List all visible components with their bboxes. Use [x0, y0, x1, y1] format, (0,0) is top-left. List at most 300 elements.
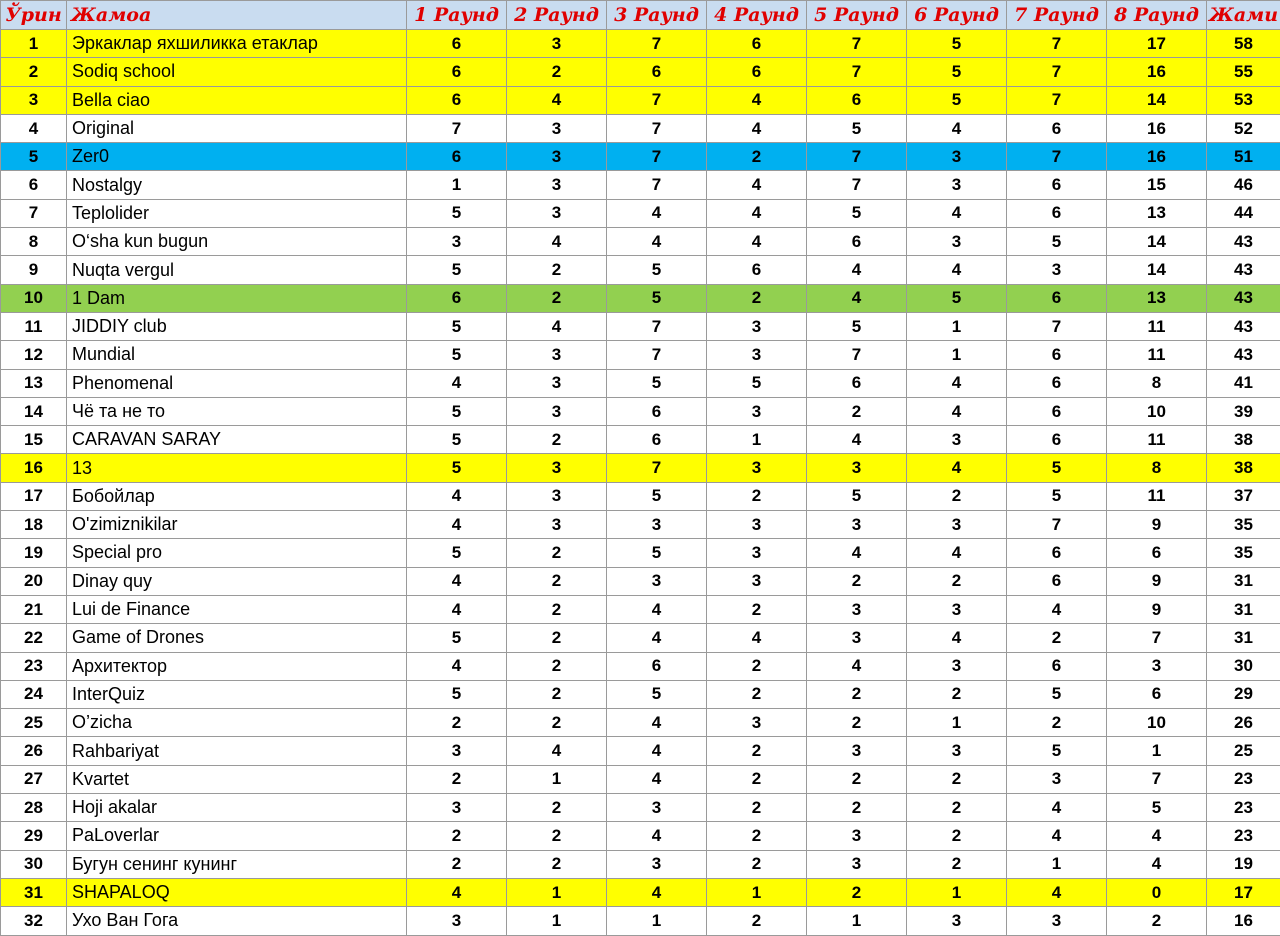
round-8-score-cell: 10	[1107, 397, 1207, 425]
team-name-cell: O'zimiznikilar	[67, 511, 407, 539]
round-8-score-cell: 13	[1107, 284, 1207, 312]
round-3-score-cell: 7	[607, 312, 707, 340]
round-7-score-cell: 7	[1007, 30, 1107, 58]
table-row	[1, 511, 1280, 539]
round-3-score-cell: 5	[607, 369, 707, 397]
round-5-score-cell: 2	[807, 567, 907, 595]
round-8-score-cell: 3	[1107, 652, 1207, 680]
round-3-score-cell: 4	[607, 822, 707, 850]
total-cell: 44	[1207, 199, 1280, 227]
round-1-score-cell: 4	[407, 652, 507, 680]
round-6-score-cell: 5	[907, 86, 1007, 114]
round-3-score-cell: 6	[607, 58, 707, 86]
round-1-score-cell: 2	[407, 822, 507, 850]
place-cell: 5	[1, 143, 67, 171]
table-row	[1, 341, 1280, 369]
round-4-score-cell: 3	[707, 567, 807, 595]
round-2-score-cell: 1	[507, 907, 607, 935]
place-cell: 2	[1, 58, 67, 86]
round-3-score-cell: 4	[607, 199, 707, 227]
round-8-score-cell: 8	[1107, 454, 1207, 482]
round-2-score-cell: 1	[507, 765, 607, 793]
total-cell: 53	[1207, 86, 1280, 114]
round-5-score-cell: 2	[807, 680, 907, 708]
round-3-score-cell: 6	[607, 397, 707, 425]
round-4-score-cell: 1	[707, 878, 807, 906]
round-6-score-cell: 5	[907, 30, 1007, 58]
place-cell: 29	[1, 822, 67, 850]
round-8-score-cell: 9	[1107, 511, 1207, 539]
team-name-cell: CARAVAN SARAY	[67, 426, 407, 454]
round-2-score-cell: 2	[507, 680, 607, 708]
round-6-score-cell: 4	[907, 397, 1007, 425]
table-row	[1, 907, 1280, 935]
round-6-score-cell: 3	[907, 652, 1007, 680]
round-6-score-cell: 2	[907, 850, 1007, 878]
header-round-8: 8 Раунд	[1107, 1, 1207, 30]
round-5-score-cell: 5	[807, 199, 907, 227]
round-6-score-cell: 2	[907, 794, 1007, 822]
round-8-score-cell: 16	[1107, 114, 1207, 142]
round-4-score-cell: 3	[707, 539, 807, 567]
round-7-score-cell: 4	[1007, 878, 1107, 906]
team-name-cell: PaLoverlar	[67, 822, 407, 850]
total-cell: 39	[1207, 397, 1280, 425]
round-3-score-cell: 1	[607, 907, 707, 935]
round-8-score-cell: 8	[1107, 369, 1207, 397]
round-4-score-cell: 4	[707, 114, 807, 142]
round-6-score-cell: 4	[907, 114, 1007, 142]
round-1-score-cell: 2	[407, 850, 507, 878]
round-4-score-cell: 4	[707, 199, 807, 227]
team-name-cell: 13	[67, 454, 407, 482]
round-5-score-cell: 4	[807, 652, 907, 680]
team-name-cell: Архитектор	[67, 652, 407, 680]
place-cell: 21	[1, 595, 67, 623]
round-7-score-cell: 1	[1007, 850, 1107, 878]
table-row	[1, 539, 1280, 567]
round-4-score-cell: 2	[707, 907, 807, 935]
round-6-score-cell: 3	[907, 511, 1007, 539]
round-8-score-cell: 14	[1107, 256, 1207, 284]
round-4-score-cell: 6	[707, 58, 807, 86]
team-name-cell: O’zicha	[67, 709, 407, 737]
round-7-score-cell: 6	[1007, 539, 1107, 567]
round-1-score-cell: 4	[407, 878, 507, 906]
table-row	[1, 709, 1280, 737]
round-4-score-cell: 3	[707, 397, 807, 425]
round-4-score-cell: 2	[707, 652, 807, 680]
round-3-score-cell: 7	[607, 171, 707, 199]
table-row	[1, 737, 1280, 765]
round-3-score-cell: 5	[607, 482, 707, 510]
total-cell: 51	[1207, 143, 1280, 171]
place-cell: 18	[1, 511, 67, 539]
team-name-cell: Lui de Finance	[67, 595, 407, 623]
round-8-score-cell: 10	[1107, 709, 1207, 737]
round-8-score-cell: 1	[1107, 737, 1207, 765]
table-row	[1, 171, 1280, 199]
total-cell: 17	[1207, 878, 1280, 906]
round-8-score-cell: 15	[1107, 171, 1207, 199]
round-2-score-cell: 1	[507, 878, 607, 906]
round-7-score-cell: 6	[1007, 114, 1107, 142]
round-2-score-cell: 4	[507, 228, 607, 256]
place-cell: 28	[1, 794, 67, 822]
table-row	[1, 312, 1280, 340]
table-row	[1, 199, 1280, 227]
team-name-cell: Sodiq school	[67, 58, 407, 86]
round-2-score-cell: 3	[507, 171, 607, 199]
round-4-score-cell: 1	[707, 426, 807, 454]
table-row	[1, 454, 1280, 482]
round-8-score-cell: 11	[1107, 312, 1207, 340]
round-1-score-cell: 2	[407, 709, 507, 737]
round-7-score-cell: 3	[1007, 765, 1107, 793]
header-round-3: 3 Раунд	[607, 1, 707, 30]
total-cell: 31	[1207, 624, 1280, 652]
round-1-score-cell: 3	[407, 794, 507, 822]
total-cell: 16	[1207, 907, 1280, 935]
round-4-score-cell: 2	[707, 822, 807, 850]
round-2-score-cell: 3	[507, 511, 607, 539]
round-6-score-cell: 1	[907, 341, 1007, 369]
team-name-cell: Special pro	[67, 539, 407, 567]
table-row	[1, 765, 1280, 793]
place-cell: 24	[1, 680, 67, 708]
round-8-score-cell: 14	[1107, 86, 1207, 114]
round-1-score-cell: 4	[407, 595, 507, 623]
round-5-score-cell: 6	[807, 86, 907, 114]
table-header	[1, 1, 1280, 30]
round-8-score-cell: 11	[1107, 482, 1207, 510]
round-8-score-cell: 5	[1107, 794, 1207, 822]
round-5-score-cell: 6	[807, 369, 907, 397]
round-1-score-cell: 5	[407, 680, 507, 708]
place-cell: 19	[1, 539, 67, 567]
table-row	[1, 228, 1280, 256]
table-row	[1, 58, 1280, 86]
round-5-score-cell: 2	[807, 878, 907, 906]
total-cell: 25	[1207, 737, 1280, 765]
round-6-score-cell: 2	[907, 680, 1007, 708]
table-row	[1, 30, 1280, 58]
round-8-score-cell: 11	[1107, 341, 1207, 369]
round-8-score-cell: 7	[1107, 765, 1207, 793]
team-name-cell: O‘sha kun bugun	[67, 228, 407, 256]
round-7-score-cell: 5	[1007, 680, 1107, 708]
round-4-score-cell: 4	[707, 86, 807, 114]
round-1-score-cell: 4	[407, 482, 507, 510]
team-name-cell: Бугун сенинг кунинг	[67, 850, 407, 878]
round-7-score-cell: 4	[1007, 794, 1107, 822]
round-6-score-cell: 5	[907, 284, 1007, 312]
round-1-score-cell: 5	[407, 312, 507, 340]
round-2-score-cell: 3	[507, 30, 607, 58]
table-row	[1, 567, 1280, 595]
round-1-score-cell: 6	[407, 58, 507, 86]
total-cell: 43	[1207, 284, 1280, 312]
table-row	[1, 794, 1280, 822]
total-cell: 58	[1207, 30, 1280, 58]
round-3-score-cell: 3	[607, 511, 707, 539]
total-cell: 43	[1207, 256, 1280, 284]
place-cell: 12	[1, 341, 67, 369]
round-1-score-cell: 7	[407, 114, 507, 142]
table-row	[1, 369, 1280, 397]
total-cell: 35	[1207, 511, 1280, 539]
round-1-score-cell: 5	[407, 199, 507, 227]
round-2-score-cell: 2	[507, 794, 607, 822]
round-5-score-cell: 4	[807, 256, 907, 284]
round-1-score-cell: 4	[407, 369, 507, 397]
table-row	[1, 284, 1280, 312]
total-cell: 55	[1207, 58, 1280, 86]
team-name-cell: Kvartet	[67, 765, 407, 793]
round-1-score-cell: 5	[407, 397, 507, 425]
round-6-score-cell: 4	[907, 256, 1007, 284]
round-4-score-cell: 6	[707, 256, 807, 284]
total-cell: 19	[1207, 850, 1280, 878]
round-8-score-cell: 11	[1107, 426, 1207, 454]
place-cell: 9	[1, 256, 67, 284]
table-row	[1, 482, 1280, 510]
round-3-score-cell: 4	[607, 595, 707, 623]
round-6-score-cell: 1	[907, 709, 1007, 737]
table-row	[1, 850, 1280, 878]
round-8-score-cell: 6	[1107, 680, 1207, 708]
round-7-score-cell: 3	[1007, 907, 1107, 935]
place-cell: 26	[1, 737, 67, 765]
header-round-6: 6 Раунд	[907, 1, 1007, 30]
round-5-score-cell: 3	[807, 822, 907, 850]
team-name-cell: Original	[67, 114, 407, 142]
round-2-score-cell: 2	[507, 284, 607, 312]
total-cell: 23	[1207, 822, 1280, 850]
total-cell: 52	[1207, 114, 1280, 142]
total-cell: 46	[1207, 171, 1280, 199]
round-8-score-cell: 7	[1107, 624, 1207, 652]
round-6-score-cell: 2	[907, 567, 1007, 595]
header-team: Жамоа	[67, 1, 407, 30]
round-5-score-cell: 6	[807, 228, 907, 256]
round-5-score-cell: 4	[807, 426, 907, 454]
round-5-score-cell: 1	[807, 907, 907, 935]
round-2-score-cell: 3	[507, 369, 607, 397]
round-5-score-cell: 4	[807, 539, 907, 567]
round-1-score-cell: 5	[407, 341, 507, 369]
round-8-score-cell: 0	[1107, 878, 1207, 906]
team-name-cell: Phenomenal	[67, 369, 407, 397]
round-5-score-cell: 3	[807, 454, 907, 482]
round-3-score-cell: 5	[607, 284, 707, 312]
round-4-score-cell: 3	[707, 709, 807, 737]
round-7-score-cell: 6	[1007, 426, 1107, 454]
round-4-score-cell: 3	[707, 312, 807, 340]
round-2-score-cell: 3	[507, 454, 607, 482]
round-6-score-cell: 3	[907, 426, 1007, 454]
place-cell: 20	[1, 567, 67, 595]
table-row	[1, 595, 1280, 623]
round-6-score-cell: 4	[907, 454, 1007, 482]
header-round-7: 7 Раунд	[1007, 1, 1107, 30]
round-8-score-cell: 4	[1107, 850, 1207, 878]
round-2-score-cell: 3	[507, 482, 607, 510]
round-4-score-cell: 4	[707, 171, 807, 199]
round-8-score-cell: 2	[1107, 907, 1207, 935]
round-1-score-cell: 2	[407, 765, 507, 793]
round-6-score-cell: 3	[907, 143, 1007, 171]
round-6-score-cell: 2	[907, 482, 1007, 510]
table-row	[1, 426, 1280, 454]
place-cell: 30	[1, 850, 67, 878]
round-3-score-cell: 7	[607, 454, 707, 482]
round-8-score-cell: 16	[1107, 58, 1207, 86]
table-row	[1, 822, 1280, 850]
total-cell: 26	[1207, 709, 1280, 737]
round-6-score-cell: 4	[907, 624, 1007, 652]
round-1-score-cell: 3	[407, 737, 507, 765]
round-2-score-cell: 2	[507, 567, 607, 595]
team-name-cell: Nostalgy	[67, 171, 407, 199]
table-row	[1, 878, 1280, 906]
round-5-score-cell: 7	[807, 143, 907, 171]
header-place: Ўрин	[1, 1, 67, 30]
round-5-score-cell: 3	[807, 737, 907, 765]
total-cell: 41	[1207, 369, 1280, 397]
round-8-score-cell: 16	[1107, 143, 1207, 171]
round-7-score-cell: 5	[1007, 454, 1107, 482]
team-name-cell: Game of Drones	[67, 624, 407, 652]
round-2-score-cell: 4	[507, 86, 607, 114]
table-row	[1, 114, 1280, 142]
table-row	[1, 86, 1280, 114]
header-round-4: 4 Раунд	[707, 1, 807, 30]
place-cell: 1	[1, 30, 67, 58]
team-name-cell: Dinay quy	[67, 567, 407, 595]
round-5-score-cell: 5	[807, 114, 907, 142]
table-row	[1, 256, 1280, 284]
round-2-score-cell: 3	[507, 114, 607, 142]
round-3-score-cell: 7	[607, 30, 707, 58]
round-3-score-cell: 6	[607, 652, 707, 680]
round-2-score-cell: 3	[507, 199, 607, 227]
round-3-score-cell: 4	[607, 624, 707, 652]
round-4-score-cell: 2	[707, 794, 807, 822]
round-7-score-cell: 6	[1007, 284, 1107, 312]
round-7-score-cell: 6	[1007, 369, 1107, 397]
round-8-score-cell: 9	[1107, 567, 1207, 595]
total-cell: 38	[1207, 454, 1280, 482]
total-cell: 30	[1207, 652, 1280, 680]
total-cell: 31	[1207, 595, 1280, 623]
round-3-score-cell: 3	[607, 794, 707, 822]
place-cell: 10	[1, 284, 67, 312]
round-1-score-cell: 3	[407, 228, 507, 256]
round-5-score-cell: 3	[807, 624, 907, 652]
table-row	[1, 624, 1280, 652]
round-3-score-cell: 7	[607, 114, 707, 142]
round-3-score-cell: 6	[607, 426, 707, 454]
round-1-score-cell: 6	[407, 284, 507, 312]
round-1-score-cell: 4	[407, 511, 507, 539]
place-cell: 15	[1, 426, 67, 454]
round-5-score-cell: 7	[807, 58, 907, 86]
round-2-score-cell: 4	[507, 312, 607, 340]
table-row	[1, 652, 1280, 680]
round-3-score-cell: 4	[607, 765, 707, 793]
round-6-score-cell: 3	[907, 595, 1007, 623]
round-5-score-cell: 7	[807, 30, 907, 58]
round-2-score-cell: 2	[507, 850, 607, 878]
round-5-score-cell: 3	[807, 595, 907, 623]
round-2-score-cell: 4	[507, 737, 607, 765]
round-1-score-cell: 6	[407, 143, 507, 171]
place-cell: 16	[1, 454, 67, 482]
round-6-score-cell: 2	[907, 765, 1007, 793]
total-cell: 35	[1207, 539, 1280, 567]
round-3-score-cell: 4	[607, 737, 707, 765]
round-2-score-cell: 3	[507, 341, 607, 369]
round-6-score-cell: 1	[907, 878, 1007, 906]
round-2-score-cell: 2	[507, 426, 607, 454]
round-3-score-cell: 7	[607, 341, 707, 369]
round-4-score-cell: 5	[707, 369, 807, 397]
team-name-cell: Бобойлар	[67, 482, 407, 510]
header-total: Жами	[1207, 1, 1280, 30]
total-cell: 23	[1207, 794, 1280, 822]
team-name-cell: Zer0	[67, 143, 407, 171]
round-5-score-cell: 2	[807, 397, 907, 425]
round-7-score-cell: 7	[1007, 86, 1107, 114]
total-cell: 43	[1207, 341, 1280, 369]
round-6-score-cell: 2	[907, 822, 1007, 850]
round-7-score-cell: 5	[1007, 737, 1107, 765]
round-7-score-cell: 2	[1007, 709, 1107, 737]
round-5-score-cell: 3	[807, 511, 907, 539]
round-1-score-cell: 5	[407, 426, 507, 454]
round-2-score-cell: 2	[507, 58, 607, 86]
round-7-score-cell: 6	[1007, 199, 1107, 227]
place-cell: 3	[1, 86, 67, 114]
round-7-score-cell: 6	[1007, 397, 1107, 425]
table-row	[1, 680, 1280, 708]
total-cell: 43	[1207, 312, 1280, 340]
team-name-cell: Teplolider	[67, 199, 407, 227]
team-name-cell: Mundial	[67, 341, 407, 369]
round-4-score-cell: 2	[707, 850, 807, 878]
round-8-score-cell: 6	[1107, 539, 1207, 567]
round-5-score-cell: 3	[807, 850, 907, 878]
place-cell: 13	[1, 369, 67, 397]
round-3-score-cell: 4	[607, 709, 707, 737]
round-7-score-cell: 4	[1007, 595, 1107, 623]
round-7-score-cell: 2	[1007, 624, 1107, 652]
header-row	[1, 1, 1280, 30]
round-3-score-cell: 4	[607, 878, 707, 906]
team-name-cell: Nuqta vergul	[67, 256, 407, 284]
team-name-cell: Bella ciao	[67, 86, 407, 114]
round-7-score-cell: 4	[1007, 822, 1107, 850]
place-cell: 8	[1, 228, 67, 256]
round-2-score-cell: 2	[507, 595, 607, 623]
round-3-score-cell: 3	[607, 567, 707, 595]
place-cell: 27	[1, 765, 67, 793]
header-round-2: 2 Раунд	[507, 1, 607, 30]
round-6-score-cell: 4	[907, 369, 1007, 397]
round-7-score-cell: 7	[1007, 511, 1107, 539]
round-5-score-cell: 7	[807, 341, 907, 369]
